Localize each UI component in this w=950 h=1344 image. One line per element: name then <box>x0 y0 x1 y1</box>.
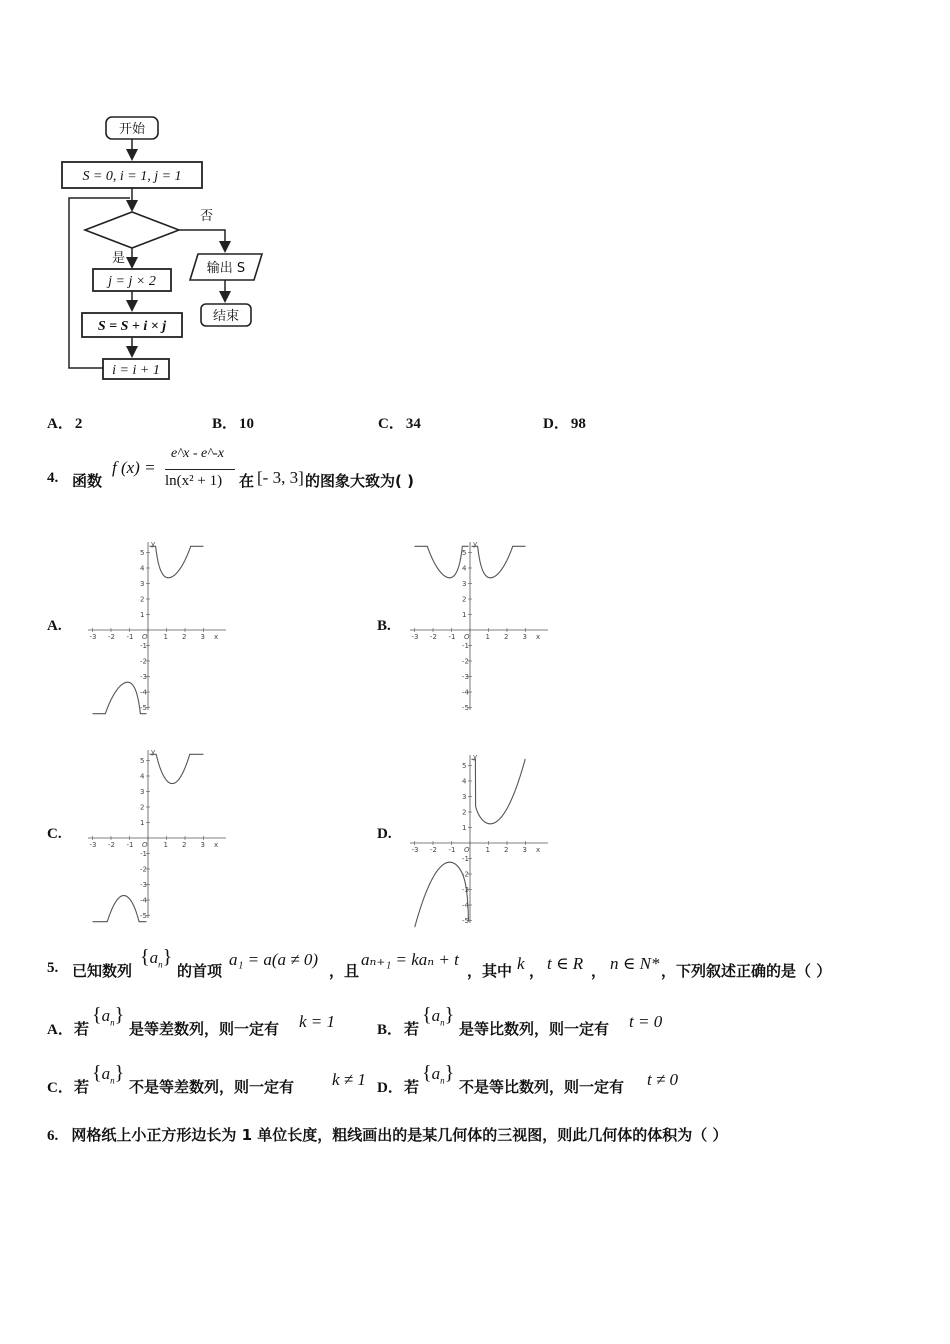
x-axis-label: x <box>536 633 541 641</box>
y-tick-label: 3 <box>140 580 145 588</box>
y-tick-label: 1 <box>140 611 145 619</box>
x-tick-label: 1 <box>163 633 168 641</box>
q5-option-d[interactable] <box>377 1062 707 1096</box>
x-tick-label: 2 <box>504 846 509 854</box>
q5-option-a-text: 是等差数列，则一定有 <box>129 1020 280 1038</box>
q5-option-d-seq: $\{a_n\}$ <box>422 1062 455 1086</box>
q5-option-d-pre: 若 <box>404 1078 420 1096</box>
q5-option-b-seq: $\{a_n\}$ <box>422 1004 455 1028</box>
q4-number: 4. <box>47 470 59 486</box>
x-tick-label: O <box>464 633 470 641</box>
q4-interval: [- 3, 3] <box>257 468 304 487</box>
x-tick-label: -1 <box>126 633 134 641</box>
q5-option-b-pre: 若 <box>404 1020 420 1038</box>
y-tick-label: -2 <box>140 657 147 666</box>
flow-decision-diamond <box>85 212 179 248</box>
y-tick-label: 1 <box>462 611 467 619</box>
curve-neg <box>415 546 469 578</box>
y-tick-label: 5 <box>140 549 145 557</box>
flow-step-s-label: S = S + i × j <box>97 319 167 334</box>
flow-yes-label: 是 <box>112 251 126 266</box>
q3-option-d[interactable]: D． 98 <box>543 416 586 432</box>
y-tick-label: 2 <box>140 595 145 604</box>
x-tick-label: -1 <box>448 846 456 854</box>
x-tick-label: -3 <box>411 846 419 854</box>
y-tick-label: 4 <box>140 564 145 573</box>
x-tick-label: 2 <box>182 841 187 849</box>
y-tick-label: -2 <box>462 657 469 666</box>
y-axis-label: y <box>473 753 478 761</box>
x-tick-label: 3 <box>522 633 527 641</box>
q5-option-c-key: C． <box>47 1080 73 1096</box>
q5-option-a-seq: $\{a_n\}$ <box>92 1004 125 1028</box>
q4-numerator: e^x - e^-x <box>171 446 224 461</box>
y-tick-label: -5 <box>140 912 147 920</box>
q4-option-a-label[interactable]: A. <box>47 618 62 634</box>
q5-option-c[interactable] <box>47 1062 377 1096</box>
y-tick-label: 5 <box>140 757 145 765</box>
flow-end-label: 结束 <box>212 309 240 324</box>
q5-option-c-text: 不是等差数列，则一定有 <box>129 1078 295 1096</box>
q4-option-c-label[interactable]: C. <box>47 826 62 842</box>
x-tick-label: -2 <box>430 633 437 641</box>
y-axis-label: y <box>473 540 478 548</box>
q5-option-a-key: A． <box>47 1022 73 1038</box>
y-tick-label: -1 <box>462 855 469 863</box>
x-tick-label: 3 <box>200 841 205 849</box>
x-tick-label: -2 <box>108 841 115 849</box>
q5-option-b-text: 是等比数列，则一定有 <box>459 1020 610 1038</box>
q3-option-c[interactable]: C． 34 <box>378 416 421 432</box>
q3-option-a[interactable]: A． 2 <box>47 416 83 432</box>
y-tick-label: -3 <box>140 881 147 889</box>
x-axis-label: x <box>214 841 219 849</box>
y-tick-label: -4 <box>140 688 147 697</box>
q4-suffix: 的图象大致为( ) <box>305 472 414 490</box>
q5-option-a-math: k = 1 <box>299 1012 336 1031</box>
q5-recurrence: aₙ₊₁ = kaₙ + t <box>361 950 459 969</box>
question-6 <box>47 1124 727 1145</box>
q5-comma-1: ， <box>529 962 545 980</box>
x-tick-label: -3 <box>89 841 97 849</box>
q5-text-1: 已知数列 <box>72 962 133 980</box>
flow-output-label: 输出 S <box>206 261 246 276</box>
x-tick-label: 3 <box>522 846 527 854</box>
curve-pos <box>472 759 526 824</box>
x-axis-label: x <box>536 846 541 854</box>
y-tick-label: 5 <box>462 762 467 770</box>
y-tick-label: -3 <box>462 673 469 681</box>
x-tick-label: 1 <box>485 633 490 641</box>
flowchart <box>55 112 295 397</box>
q5-option-c-math: k ≠ 1 <box>332 1070 366 1089</box>
q5-option-d-text: 不是等比数列，则一定有 <box>459 1078 625 1096</box>
y-tick-label: -5 <box>462 704 469 712</box>
q5-cond-n: n ∈ N* <box>610 954 660 973</box>
y-tick-label: -1 <box>140 850 147 858</box>
x-tick-label: -3 <box>411 633 419 641</box>
y-tick-label: 3 <box>462 793 467 801</box>
q6-text: 网格纸上小正方形边长为 1 单位长度，粗线画出的是某几何体的三视图，则此几何体的体积为（ ） <box>71 1126 728 1144</box>
y-tick-label: 1 <box>462 824 467 832</box>
y-tick-label: -2 <box>140 865 147 874</box>
x-tick-label: -2 <box>108 633 115 641</box>
q4-graph-d[interactable] <box>402 745 552 925</box>
y-axis-label: y <box>151 748 156 756</box>
x-tick-label: 2 <box>504 633 509 641</box>
q4-graph-b[interactable] <box>402 532 552 712</box>
q4-graph-a[interactable] <box>80 532 230 712</box>
x-tick-label: O <box>142 841 148 849</box>
q6-number: 6. <box>47 1128 59 1144</box>
q5-option-a[interactable] <box>47 1004 367 1038</box>
curve-pos <box>150 546 204 578</box>
y-tick-label: -1 <box>140 642 147 650</box>
curve-pos <box>472 546 526 578</box>
y-tick-label: 4 <box>462 564 467 573</box>
q4-option-d-label[interactable]: D. <box>377 826 392 842</box>
curve-neg <box>415 862 469 927</box>
y-tick-label: -3 <box>462 886 469 894</box>
q5-comma-2: ， <box>591 962 607 980</box>
curve-neg <box>93 896 147 922</box>
q4-fraction-bar <box>165 469 235 470</box>
q4-graph-c[interactable] <box>80 740 230 920</box>
q5-option-d-math: t ≠ 0 <box>647 1070 679 1089</box>
x-tick-label: -2 <box>430 846 437 854</box>
y-tick-label: -1 <box>462 642 469 650</box>
y-tick-label: 3 <box>140 788 145 796</box>
flow-no-label: 否 <box>200 209 214 224</box>
y-tick-label: 5 <box>462 549 467 557</box>
q5-text-5: ，下列叙述正确的是（ ） <box>661 962 832 980</box>
x-tick-label: -3 <box>89 633 97 641</box>
y-tick-label: 3 <box>462 580 467 588</box>
flow-init-label: S = 0, i = 1, j = 1 <box>82 169 182 184</box>
q4-prefix: 函数 <box>72 472 103 490</box>
x-tick-label: -1 <box>126 841 134 849</box>
question-4 <box>47 446 647 498</box>
q5-text-3: ，且 <box>329 962 360 980</box>
y-tick-label: -4 <box>140 896 147 905</box>
x-tick-label: 3 <box>200 633 205 641</box>
q5-number: 5. <box>47 960 59 976</box>
q3-option-b[interactable]: B． 10 <box>212 416 255 432</box>
q5-text-4: ，其中 <box>467 962 513 980</box>
q5-option-b-key: B． <box>377 1022 403 1038</box>
q5-k: k <box>517 954 525 973</box>
x-tick-label: O <box>464 846 470 854</box>
q5-seq-braces: $\{a_n\}$ <box>140 946 173 970</box>
x-tick-label: 1 <box>163 841 168 849</box>
question-5 <box>47 946 907 986</box>
q5-option-a-pre: 若 <box>74 1020 90 1038</box>
q4-in: 在 <box>239 472 255 490</box>
q5-option-c-pre: 若 <box>74 1078 90 1096</box>
y-tick-label: -5 <box>462 917 469 925</box>
x-tick-label: O <box>142 633 148 641</box>
q5-option-d-key: D． <box>377 1080 403 1096</box>
q5-option-c-seq: $\{a_n\}$ <box>92 1062 125 1086</box>
q5-first-term: a₁ = a(a ≠ 0) <box>229 950 319 969</box>
q4-option-b-label[interactable]: B. <box>377 618 391 634</box>
curve-neg <box>93 682 147 714</box>
y-tick-label: 1 <box>140 819 145 827</box>
y-tick-label: -4 <box>462 688 469 697</box>
q4-denominator: ln(x² + 1) <box>165 473 223 489</box>
y-tick-label: -3 <box>140 673 147 681</box>
y-tick-label: -5 <box>140 704 147 712</box>
flow-step-i-label: i = i + 1 <box>112 363 160 378</box>
y-tick-label: 2 <box>140 803 145 812</box>
flow-step-j-label: j = j × 2 <box>108 274 156 289</box>
y-tick-label: 2 <box>462 808 467 817</box>
y-tick-label: 2 <box>462 595 467 604</box>
q5-cond-t: t ∈ R <box>547 954 584 973</box>
q5-option-b[interactable] <box>377 1004 697 1038</box>
q4-func-lhs: f (x) = <box>112 458 156 477</box>
y-tick-label: -4 <box>462 901 469 910</box>
x-tick-label: 1 <box>485 846 490 854</box>
y-axis-label: y <box>151 540 156 548</box>
x-axis-label: x <box>214 633 219 641</box>
x-tick-label: -1 <box>448 633 456 641</box>
y-tick-label: -2 <box>462 870 469 879</box>
q5-text-2: 的首项 <box>177 962 223 980</box>
q5-option-b-math: t = 0 <box>629 1012 663 1031</box>
y-tick-label: 4 <box>462 777 467 786</box>
x-tick-label: 2 <box>182 633 187 641</box>
flow-start-label: 开始 <box>118 122 146 137</box>
y-tick-label: 4 <box>140 772 145 781</box>
curve-pos <box>150 754 204 783</box>
